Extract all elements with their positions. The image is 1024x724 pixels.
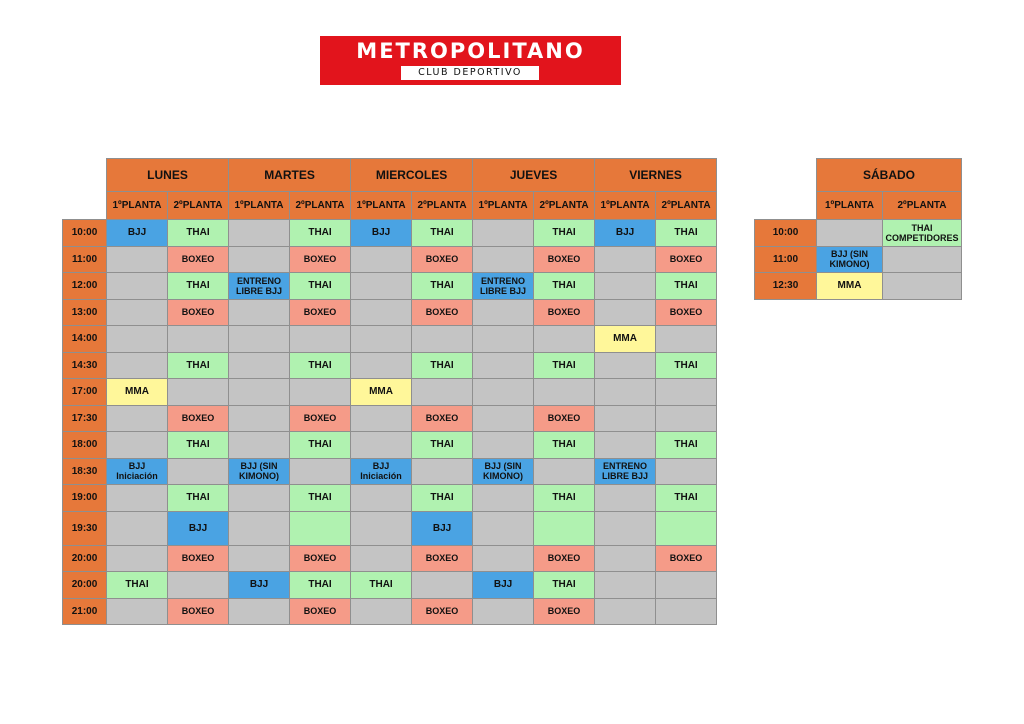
schedule-row: [63, 246, 717, 273]
class-cell: [107, 511, 168, 545]
day-header: LUNES: [107, 159, 229, 192]
class-cell: [595, 299, 656, 326]
class-cell: [595, 511, 656, 545]
class-cell: [656, 572, 717, 599]
time-cell: 12:30: [755, 273, 817, 300]
floor-header: 2ºPLANTA: [656, 192, 717, 220]
time-cell: 20:00: [63, 545, 107, 572]
class-cell: [656, 405, 717, 432]
class-cell: [107, 485, 168, 512]
class-cell: THAI: [290, 432, 351, 459]
schedule-row: [63, 458, 717, 485]
class-cell: [229, 598, 290, 625]
class-cell: [595, 432, 656, 459]
class-cell: [534, 511, 595, 545]
class-cell: [229, 405, 290, 432]
class-cell: BJJ: [351, 220, 412, 247]
class-cell: THAI: [534, 352, 595, 379]
club-logo: [320, 36, 621, 85]
class-cell: [351, 352, 412, 379]
class-cell: THAI: [168, 352, 229, 379]
class-cell: [107, 545, 168, 572]
time-cell: 14:00: [63, 326, 107, 353]
saturday-header-row: [755, 159, 962, 192]
class-cell: [473, 432, 534, 459]
class-cell: THAI: [412, 220, 473, 247]
class-cell: [595, 545, 656, 572]
class-cell: THAI: [656, 485, 717, 512]
class-cell: BJJ: [229, 572, 290, 599]
class-cell: THAI: [351, 572, 412, 599]
class-cell: [229, 511, 290, 545]
class-cell: [473, 511, 534, 545]
time-cell: 13:00: [63, 299, 107, 326]
class-cell: [656, 379, 717, 406]
class-cell: BOXEO: [656, 299, 717, 326]
class-cell: BOXEO: [656, 545, 717, 572]
class-cell: [534, 458, 595, 485]
class-cell: [351, 405, 412, 432]
class-cell: [351, 598, 412, 625]
day-header: MIERCOLES: [351, 159, 473, 192]
class-cell: [229, 326, 290, 353]
class-cell: [595, 273, 656, 300]
class-cell: [473, 485, 534, 512]
class-cell: [290, 379, 351, 406]
class-cell: THAI: [656, 432, 717, 459]
class-cell: [412, 458, 473, 485]
class-cell: BOXEO: [290, 405, 351, 432]
class-cell: THAI: [290, 485, 351, 512]
schedule-row: [755, 273, 962, 300]
class-cell: BOXEO: [290, 598, 351, 625]
class-cell: BOXEO: [168, 405, 229, 432]
class-cell: BOXEO: [290, 545, 351, 572]
time-cell: 10:00: [755, 220, 817, 247]
class-cell: [107, 432, 168, 459]
schedule-row: [63, 511, 717, 545]
class-cell: THAI: [534, 432, 595, 459]
logo-title: METROPOLITANO: [356, 39, 585, 63]
class-cell: MMA: [595, 326, 656, 353]
schedule-row: [63, 572, 717, 599]
class-cell: [351, 273, 412, 300]
floor-header: 2ºPLANTA: [290, 192, 351, 220]
class-cell: BJJ: [412, 511, 473, 545]
class-cell: [229, 220, 290, 247]
time-cell: 18:30: [63, 458, 107, 485]
class-cell: [412, 379, 473, 406]
class-cell: [229, 352, 290, 379]
class-cell: [351, 545, 412, 572]
schedule-row: [755, 246, 962, 273]
class-cell: THAI: [412, 432, 473, 459]
class-cell: BOXEO: [290, 246, 351, 273]
class-cell: BOXEO: [168, 246, 229, 273]
class-cell: THAI: [168, 220, 229, 247]
class-cell: BOXEO: [412, 598, 473, 625]
class-cell: [168, 572, 229, 599]
class-cell: THAI: [168, 485, 229, 512]
class-cell: BOXEO: [412, 545, 473, 572]
class-cell: THAI COMPETIDORES: [883, 220, 962, 247]
class-cell: [168, 379, 229, 406]
floor-header: 1ºPLANTA: [107, 192, 168, 220]
class-cell: [595, 405, 656, 432]
class-cell: BOXEO: [290, 299, 351, 326]
class-cell: MMA: [817, 273, 883, 300]
class-cell: [290, 326, 351, 353]
floor-header: 1ºPLANTA: [351, 192, 412, 220]
logo-subtitle: CLUB DEPORTIVO: [401, 66, 539, 80]
class-cell: [473, 246, 534, 273]
class-cell: BOXEO: [168, 545, 229, 572]
class-cell: [290, 511, 351, 545]
class-cell: BJJ Iniciación: [107, 458, 168, 485]
class-cell: BOXEO: [168, 299, 229, 326]
class-cell: [656, 598, 717, 625]
class-cell: BOXEO: [534, 405, 595, 432]
class-cell: [229, 299, 290, 326]
class-cell: THAI: [534, 220, 595, 247]
class-cell: [351, 299, 412, 326]
class-cell: THAI: [168, 432, 229, 459]
class-cell: BJJ (SIN KIMONO): [473, 458, 534, 485]
class-cell: [473, 405, 534, 432]
class-cell: [412, 572, 473, 599]
class-cell: [168, 458, 229, 485]
class-cell: BJJ Iniciación: [351, 458, 412, 485]
blank-corner: [63, 159, 107, 192]
class-cell: BJJ: [107, 220, 168, 247]
day-header: SÁBADO: [817, 159, 962, 192]
time-cell: 11:00: [755, 246, 817, 273]
class-cell: BOXEO: [656, 246, 717, 273]
schedule-row: [63, 432, 717, 459]
class-cell: THAI: [656, 220, 717, 247]
blank-corner: [755, 159, 817, 192]
class-cell: [534, 379, 595, 406]
class-cell: [817, 220, 883, 247]
class-cell: [534, 326, 595, 353]
schedule-row: [63, 598, 717, 625]
class-cell: THAI: [168, 273, 229, 300]
time-cell: 17:30: [63, 405, 107, 432]
class-cell: THAI: [290, 352, 351, 379]
class-cell: THAI: [412, 352, 473, 379]
time-cell: 17:00: [63, 379, 107, 406]
time-cell: 19:00: [63, 485, 107, 512]
class-cell: THAI: [412, 485, 473, 512]
schedule-row: [63, 299, 717, 326]
day-header: JUEVES: [473, 159, 595, 192]
class-cell: BJJ: [595, 220, 656, 247]
day-header: MARTES: [229, 159, 351, 192]
class-cell: [351, 511, 412, 545]
schedule-row: [755, 220, 962, 247]
class-cell: [229, 379, 290, 406]
schedule-row: [63, 485, 717, 512]
class-cell: [351, 326, 412, 353]
class-cell: [656, 511, 717, 545]
class-cell: BOXEO: [412, 299, 473, 326]
class-cell: BJJ (SIN KIMONO): [229, 458, 290, 485]
schedule-row: [63, 379, 717, 406]
class-cell: BOXEO: [168, 598, 229, 625]
class-cell: THAI: [534, 485, 595, 512]
class-cell: THAI: [107, 572, 168, 599]
time-cell: 10:00: [63, 220, 107, 247]
time-cell: 20:00: [63, 572, 107, 599]
class-cell: [595, 379, 656, 406]
class-cell: [595, 598, 656, 625]
class-cell: ENTRENO LIBRE BJJ: [229, 273, 290, 300]
class-cell: [883, 246, 962, 273]
class-cell: [473, 598, 534, 625]
class-cell: [290, 458, 351, 485]
class-cell: [229, 545, 290, 572]
floor-header: 2ºPLANTA: [412, 192, 473, 220]
class-cell: [473, 299, 534, 326]
floor-header: 1ºPLANTA: [817, 192, 883, 220]
saturday-schedule-table: [754, 158, 962, 300]
blank-corner: [63, 192, 107, 220]
class-cell: [168, 326, 229, 353]
blank-corner: [755, 192, 817, 220]
class-cell: [473, 352, 534, 379]
class-cell: MMA: [107, 379, 168, 406]
class-cell: BJJ: [473, 572, 534, 599]
floor-header: 2ºPLANTA: [883, 192, 962, 220]
class-cell: THAI: [412, 273, 473, 300]
class-cell: [107, 598, 168, 625]
class-cell: [351, 485, 412, 512]
class-cell: [595, 352, 656, 379]
time-cell: 19:30: [63, 511, 107, 545]
class-cell: [107, 273, 168, 300]
class-cell: ENTRENO LIBRE BJJ: [473, 273, 534, 300]
schedule-row: [63, 273, 717, 300]
class-cell: BOXEO: [534, 299, 595, 326]
class-cell: BOXEO: [412, 246, 473, 273]
time-cell: 14:30: [63, 352, 107, 379]
class-cell: [595, 246, 656, 273]
schedule-row: [63, 545, 717, 572]
class-cell: [473, 220, 534, 247]
class-cell: [107, 246, 168, 273]
class-cell: [883, 273, 962, 300]
time-cell: 12:00: [63, 273, 107, 300]
class-cell: [656, 458, 717, 485]
class-cell: BJJ (SIN KIMONO): [817, 246, 883, 273]
class-cell: ENTRENO LIBRE BJJ: [595, 458, 656, 485]
class-cell: BOXEO: [412, 405, 473, 432]
floor-header: 1ºPLANTA: [595, 192, 656, 220]
class-cell: THAI: [290, 273, 351, 300]
schedule-row: [63, 352, 717, 379]
floor-header-row: [755, 192, 962, 220]
class-cell: THAI: [656, 273, 717, 300]
time-cell: 11:00: [63, 246, 107, 273]
class-cell: [107, 352, 168, 379]
floor-header: 2ºPLANTA: [168, 192, 229, 220]
weekday-schedule-table: [62, 158, 717, 625]
day-header-row: [63, 159, 717, 192]
floor-header: 1ºPLANTA: [229, 192, 290, 220]
floor-header: 2ºPLANTA: [534, 192, 595, 220]
class-cell: [107, 326, 168, 353]
class-cell: BOXEO: [534, 598, 595, 625]
class-cell: [107, 299, 168, 326]
class-cell: [229, 246, 290, 273]
day-header: VIERNES: [595, 159, 717, 192]
class-cell: [473, 326, 534, 353]
schedule-row: [63, 326, 717, 353]
floor-header-row: [63, 192, 717, 220]
class-cell: [229, 432, 290, 459]
class-cell: [229, 485, 290, 512]
class-cell: [656, 326, 717, 353]
class-cell: [473, 379, 534, 406]
class-cell: [595, 485, 656, 512]
class-cell: THAI: [290, 572, 351, 599]
class-cell: THAI: [290, 220, 351, 247]
class-cell: THAI: [656, 352, 717, 379]
time-cell: 18:00: [63, 432, 107, 459]
schedule-row: [63, 405, 717, 432]
class-cell: [107, 405, 168, 432]
class-cell: BOXEO: [534, 246, 595, 273]
class-cell: BJJ: [168, 511, 229, 545]
class-cell: THAI: [534, 273, 595, 300]
class-cell: MMA: [351, 379, 412, 406]
class-cell: [595, 572, 656, 599]
schedule-row: [63, 220, 717, 247]
class-cell: [412, 326, 473, 353]
class-cell: [351, 246, 412, 273]
class-cell: BOXEO: [534, 545, 595, 572]
time-cell: 21:00: [63, 598, 107, 625]
class-cell: [351, 432, 412, 459]
class-cell: THAI: [534, 572, 595, 599]
class-cell: [473, 545, 534, 572]
floor-header: 1ºPLANTA: [473, 192, 534, 220]
